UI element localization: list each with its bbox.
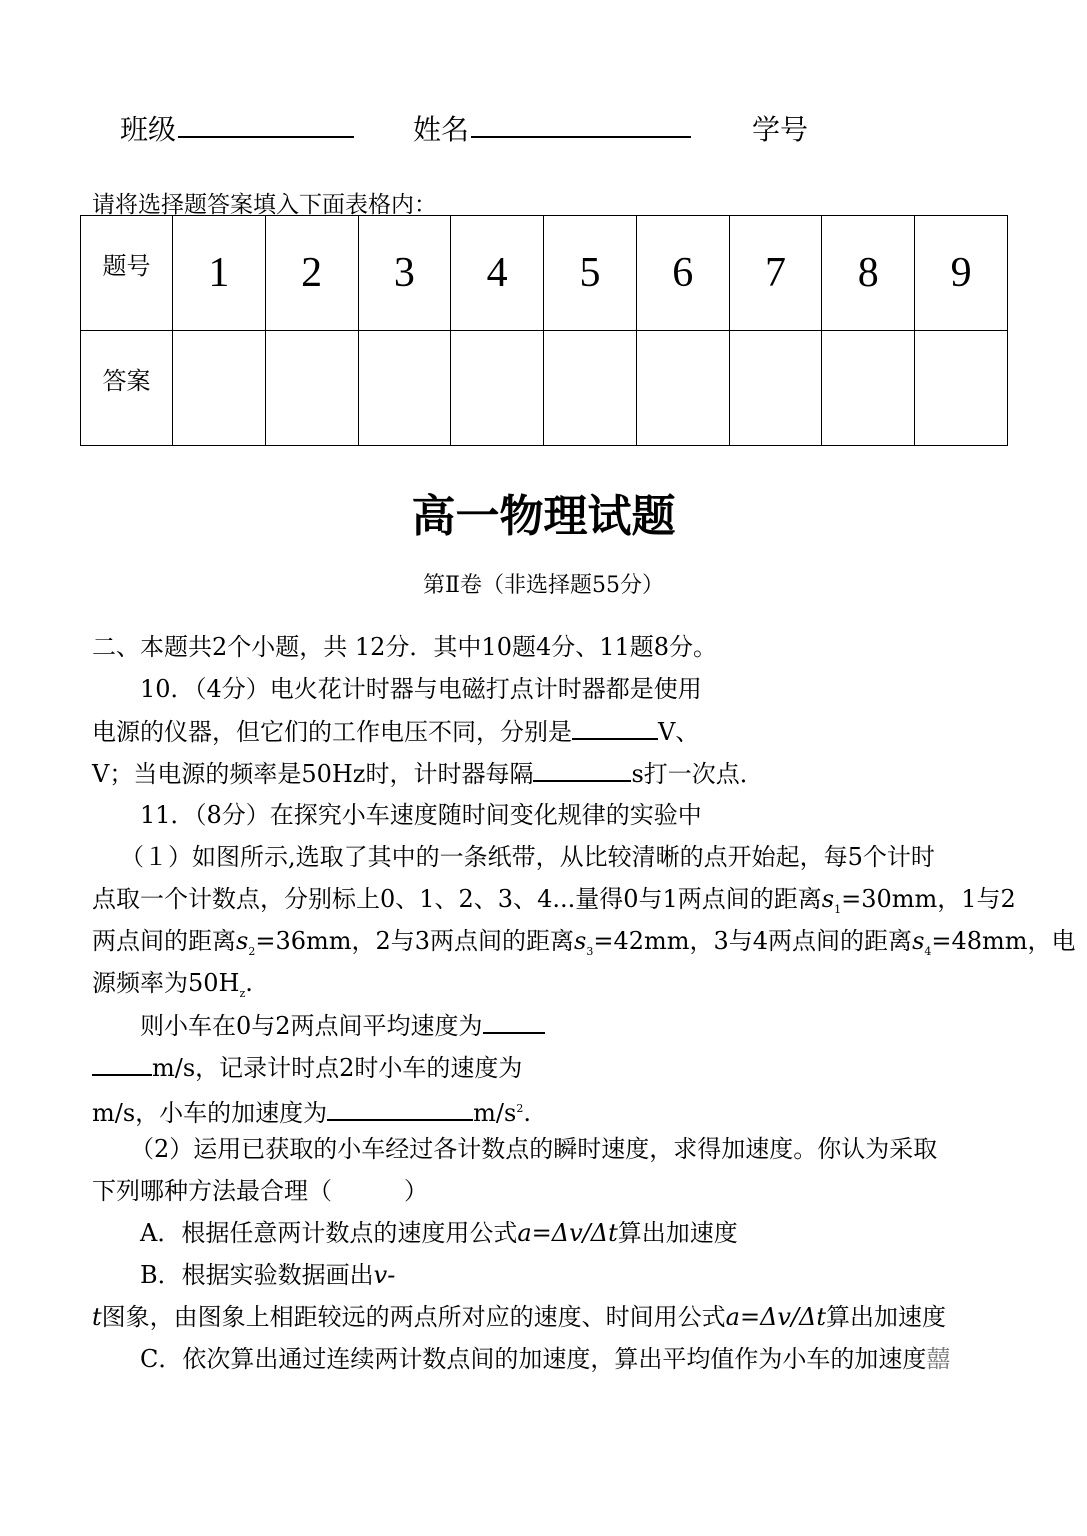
table-instruction: 请将选择题答案填入下面表格内： — [92, 192, 437, 218]
q11-avg-velocity-blank[interactable] — [483, 1010, 545, 1034]
id-label: 学号 — [752, 113, 809, 146]
answer-cell[interactable] — [636, 331, 729, 446]
answer-cell[interactable] — [544, 331, 637, 446]
answer-cell[interactable] — [173, 331, 266, 446]
q11-p1-line-3: 两点间的距离$s_2=36mm$，2与3两点间的距离$s_3=42mm$，3与4两点间的距离$s_4=48mm$，电 — [92, 927, 1076, 958]
q11-p2-line-1: （2）运用已获取的小车经过各计数点的瞬时速度，求得加速度。你认为采取 — [130, 1135, 938, 1163]
answer-cell[interactable] — [822, 331, 915, 446]
q11-p1-line-2: 点取一个计数点，分别标上0、1、2、3、4...量得0与1两点间的距离$s_1=30mm$，1与2 — [92, 885, 1016, 916]
question-number-header: 题号 — [81, 216, 173, 331]
q10-line-2: 电源的仪器，但它们的工作电压不同，分别是 V、 — [92, 718, 700, 746]
q10-voltage-blank-1[interactable] — [572, 716, 658, 740]
name-label: 姓名 — [413, 113, 470, 146]
page-title: 高一物理试题 — [411, 491, 676, 542]
q11-p2-line-2: 下列哪种方法最合理（ ） — [92, 1177, 428, 1205]
question-number-row — [81, 216, 1008, 331]
answer-cell[interactable] — [729, 331, 822, 446]
q11-avg-line-1: 则小车在0与2两点间平均速度为 — [140, 1010, 545, 1041]
question-number-cell: 7 — [729, 216, 822, 331]
answer-cell[interactable] — [265, 331, 358, 446]
q10-interval-blank[interactable] — [533, 758, 631, 782]
q10-line-3: V；当电源的频率是50Hz时，计时器每隔 s打一次点． — [92, 760, 764, 788]
q11-p1-line-4: 源频率为$50H_z$. — [92, 969, 253, 1000]
q11-avg-velocity-blank-cont[interactable] — [92, 1052, 152, 1076]
q11-option-a[interactable]: A．根据任意两计数点的速度用公式a=Δv/Δt算出加速度 — [140, 1219, 738, 1247]
question-number-cell: 9 — [915, 216, 1008, 331]
section-2-heading: 二、本题共2个小题，共 12分．其中10题4分、11题8分。 — [92, 633, 718, 661]
answer-cell[interactable] — [915, 331, 1008, 446]
q11-acceleration-blank[interactable] — [327, 1097, 473, 1121]
section-subtitle: 第Ⅱ卷（非选择题55分） — [423, 573, 664, 598]
question-number-cell: 4 — [451, 216, 544, 331]
answer-cell[interactable] — [451, 331, 544, 446]
question-number-cell: 6 — [636, 216, 729, 331]
q11-acc-line: m/s，小车的加速度为 $m/s^2$. — [92, 1099, 531, 1127]
question-number-cell: 2 — [265, 216, 358, 331]
question-number-cell: 5 — [544, 216, 637, 331]
q11-option-c[interactable]: C．依次算出通过连续两计数点间的加速度，算出平均值作为小车的加速度囍 — [140, 1345, 951, 1373]
watermark-glyph: 囍 — [926, 1345, 951, 1373]
answer-cell[interactable] — [358, 331, 451, 446]
name-blank[interactable] — [471, 136, 691, 138]
answer-row — [81, 331, 1008, 446]
q11-option-b-cont: t图象，由图象上相距较远的两点所对应的速度、时间用公式a=Δv/Δt算出加速度 — [92, 1303, 947, 1331]
q11-avg-line-2: m/s，记录计时点2时小车的速度为 — [92, 1052, 522, 1083]
q10-line-1: 10．（4分）电火花计时器与电磁打点计时器都是使用 — [140, 675, 702, 703]
question-number-cell: 3 — [358, 216, 451, 331]
q11-p1-line-1: （１）如图所示,选取了其中的一条纸带，从比较清晰的点开始起，每5个计时 — [120, 843, 935, 871]
question-number-cell: 1 — [173, 216, 266, 331]
class-blank[interactable] — [178, 136, 354, 138]
question-number-cell: 8 — [822, 216, 915, 331]
q11-line-1: 11．（8分）在探究小车速度随时间变化规律的实验中 — [140, 801, 702, 829]
class-label: 班级 — [120, 113, 177, 146]
answer-table — [80, 215, 1008, 446]
q11-option-b[interactable]: B．根据实验数据画出v- — [140, 1261, 396, 1289]
answer-header: 答案 — [81, 331, 173, 446]
